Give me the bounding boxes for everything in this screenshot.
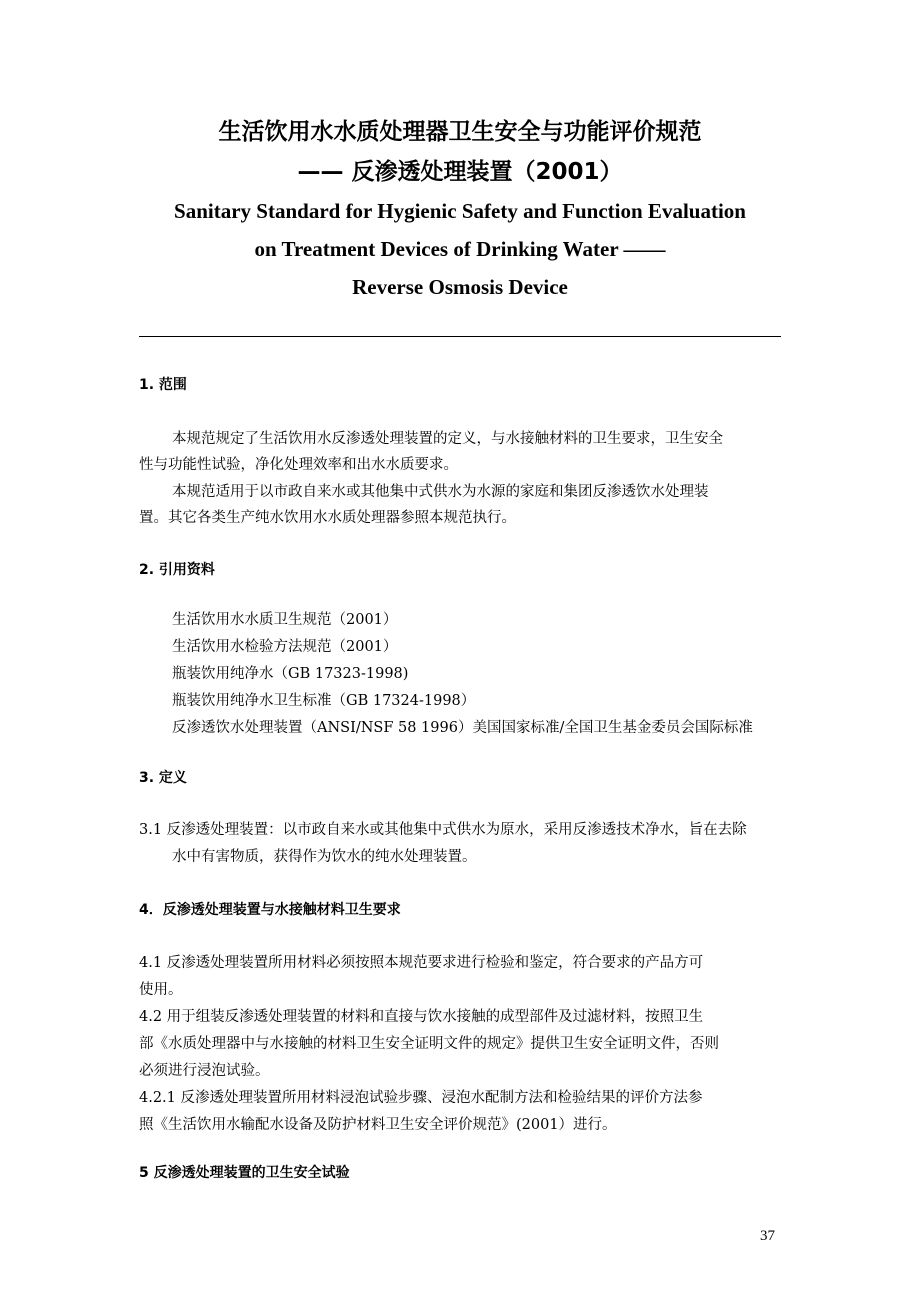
title-en-line1: Sanitary Standard for Hygienic Safety and Function Evaluation (174, 199, 746, 223)
definition-line1: 3.1 反渗透处理装置：以市政自来水或其他集中式供水为原水，采用反渗透技术净水，旨在去除 (139, 822, 747, 838)
section-1-para1-line2: 性与功能性试验，净化处理效率和出水水质要求。 (139, 457, 458, 473)
clause-4-2-line2: 部《水质处理器中与水接触的材料卫生安全证明文件的规定》提供卫生安全证明文件，否则 (139, 1036, 719, 1052)
title-block (0, 112, 920, 306)
definition-line2: 水中有害物质，获得作为饮水的纯水处理装置。 (172, 849, 477, 865)
reference-item: 瓶装饮用纯净水卫生标准（GB 17324-1998） (172, 693, 476, 709)
clause-4-2-line3: 必须进行浸泡试验。 (139, 1063, 270, 1079)
reference-item: 瓶装饮用纯净水（GB 17323-1998) (172, 666, 409, 682)
title-cn-line2: —— 反渗透处理装置（2001） (297, 159, 623, 185)
clause-4-1-line2: 使用。 (139, 982, 183, 998)
title-divider (139, 336, 781, 337)
title-cn-line1: 生活饮用水水质处理器卫生安全与功能评价规范 (218, 119, 702, 145)
clause-4-1 (139, 950, 829, 1004)
section-2-heading: 2. 引用资料 (139, 562, 215, 578)
section-5-heading: 5 反渗透处理装置的卫生安全试验 (139, 1165, 350, 1181)
section-4-heading: 4．反渗透处理装置与水接触材料卫生要求 (139, 902, 401, 918)
clause-4-2-line1: 4.2 用于组装反渗透处理装置的材料和直接与饮水接触的成型部件及过滤材料，按照卫生 (139, 1009, 704, 1025)
section-1-para2-line1: 本规范适用于以市政自来水或其他集中式供水为水源的家庭和集团反渗透饮水处理装 (172, 484, 709, 500)
reference-item: 生活饮用水检验方法规范（2001） (172, 639, 398, 655)
section-1-paragraph-2 (139, 479, 789, 531)
reference-item: 反渗透饮水处理装置（ANSI/NSF 58 1996）美国国家标准/全国卫生基金委员会国际标准 (172, 720, 753, 736)
section-1-para1-line1: 本规范规定了生活饮用水反渗透处理装置的定义，与水接触材料的卫生要求，卫生安全 (172, 431, 723, 447)
section-1-para2-line2: 置。其它各类生产纯水饮用水水质处理器参照本规范执行。 (139, 510, 516, 526)
reference-list (172, 607, 753, 742)
clause-4-2-1-line2: 照《生活饮用水输配水设备及防护材料卫生安全评价规范》(2001）进行。 (139, 1117, 617, 1133)
definition-3-1 (139, 817, 829, 871)
clause-4-1-line1: 4.1 反渗透处理装置所用材料必须按照本规范要求进行检验和鉴定，符合要求的产品方可 (139, 955, 704, 971)
clause-4-2 (139, 1004, 829, 1085)
reference-item: 生活饮用水水质卫生规范（2001） (172, 612, 398, 628)
title-en-line2: on Treatment Devices of Drinking Water —— (254, 237, 666, 261)
page-number: 37 (760, 1228, 775, 1244)
title-en-line3: Reverse Osmosis Device (352, 275, 568, 299)
section-1-paragraph-1 (139, 426, 789, 478)
clause-4-2-1-line1: 4.2.1 反渗透处理装置所用材料浸泡试验步骤、浸泡水配制方法和检验结果的评价方法参 (139, 1090, 703, 1106)
clause-4-2-1 (139, 1085, 829, 1139)
section-1-heading: 1. 范围 (139, 377, 187, 393)
section-3-heading: 3. 定义 (139, 770, 187, 786)
